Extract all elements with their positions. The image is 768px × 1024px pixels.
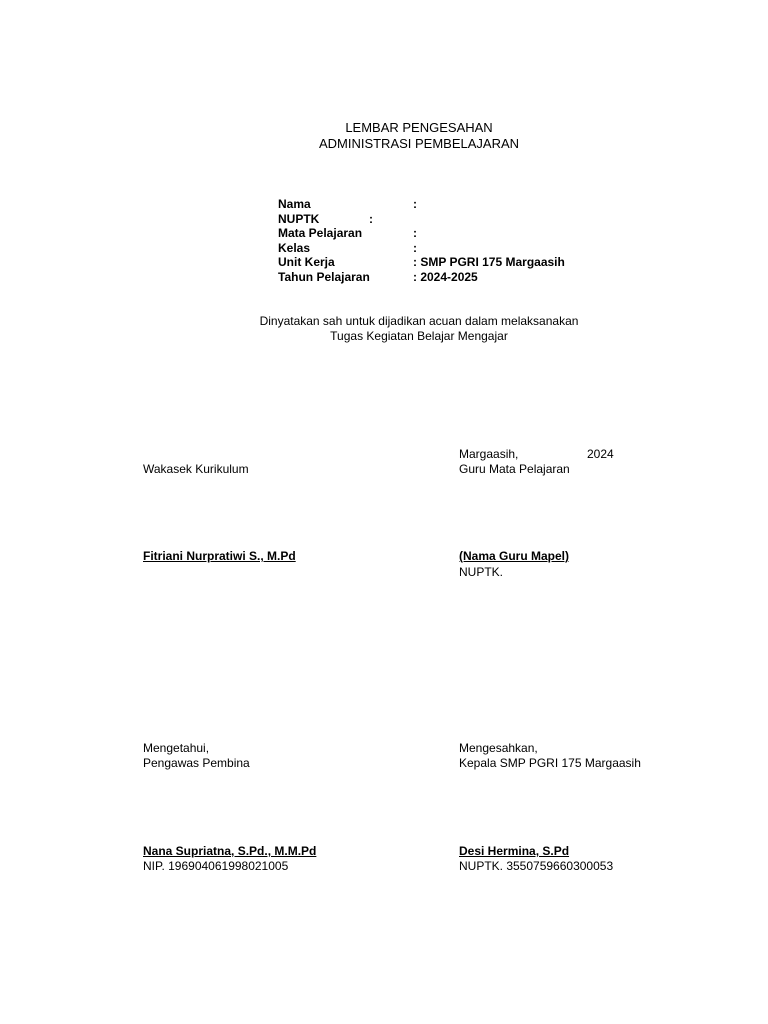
tahun-value: : 2024-2025 <box>413 270 478 284</box>
statement-line2: Tugas Kegiatan Belajar Mengajar <box>330 329 508 343</box>
unit-kerja-label: Unit Kerja <box>278 255 335 269</box>
pengawas-nip: NIP. 196904061998021005 <box>143 859 289 873</box>
document-title-line2: ADMINISTRASI PEMBELAJARAN <box>318 136 520 151</box>
document-title-line1: LEMBAR PENGESAHAN <box>345 120 493 135</box>
mengetahui-label: Mengetahui, <box>143 741 210 755</box>
date-year: 2024 <box>587 447 614 461</box>
wakasek-name: Fitriani Nurpratiwi S., M.Pd <box>143 549 296 563</box>
statement-line1: Dinyatakan sah untuk dijadikan acuan dalam melaksanakan <box>259 314 579 328</box>
tahun-label: Tahun Pelajaran <box>278 270 370 284</box>
mapel-label: Mata Pelajaran <box>278 226 363 240</box>
guru-nuptk: NUPTK. <box>459 565 504 579</box>
guru-name: (Nama Guru Mapel) <box>459 549 570 563</box>
place-label: Margaasih, <box>459 447 519 461</box>
guru-role: Guru Mata Pelajaran <box>459 462 570 476</box>
mapel-separator: : <box>413 226 417 240</box>
nuptk-separator: : <box>369 212 373 226</box>
wakasek-role: Wakasek Kurikulum <box>143 462 249 476</box>
kelas-label: Kelas <box>278 241 311 255</box>
unit-kerja-value: : SMP PGRI 175 Margaasih <box>413 255 565 269</box>
nama-label: Nama <box>278 197 311 211</box>
mengesahkan-label: Mengesahkan, <box>459 741 538 755</box>
kepala-role: Kepala SMP PGRI 175 Margaasih <box>459 756 641 770</box>
kepala-nuptk: NUPTK. 3550759660300053 <box>459 859 614 873</box>
nuptk-label: NUPTK <box>278 212 320 226</box>
pengawas-role: Pengawas Pembina <box>143 756 250 770</box>
nama-separator: : <box>413 197 417 211</box>
pengawas-name: Nana Supriatna, S.Pd., M.M.Pd <box>143 844 317 858</box>
kepala-name: Desi Hermina, S.Pd <box>459 844 570 858</box>
kelas-separator: : <box>413 241 417 255</box>
